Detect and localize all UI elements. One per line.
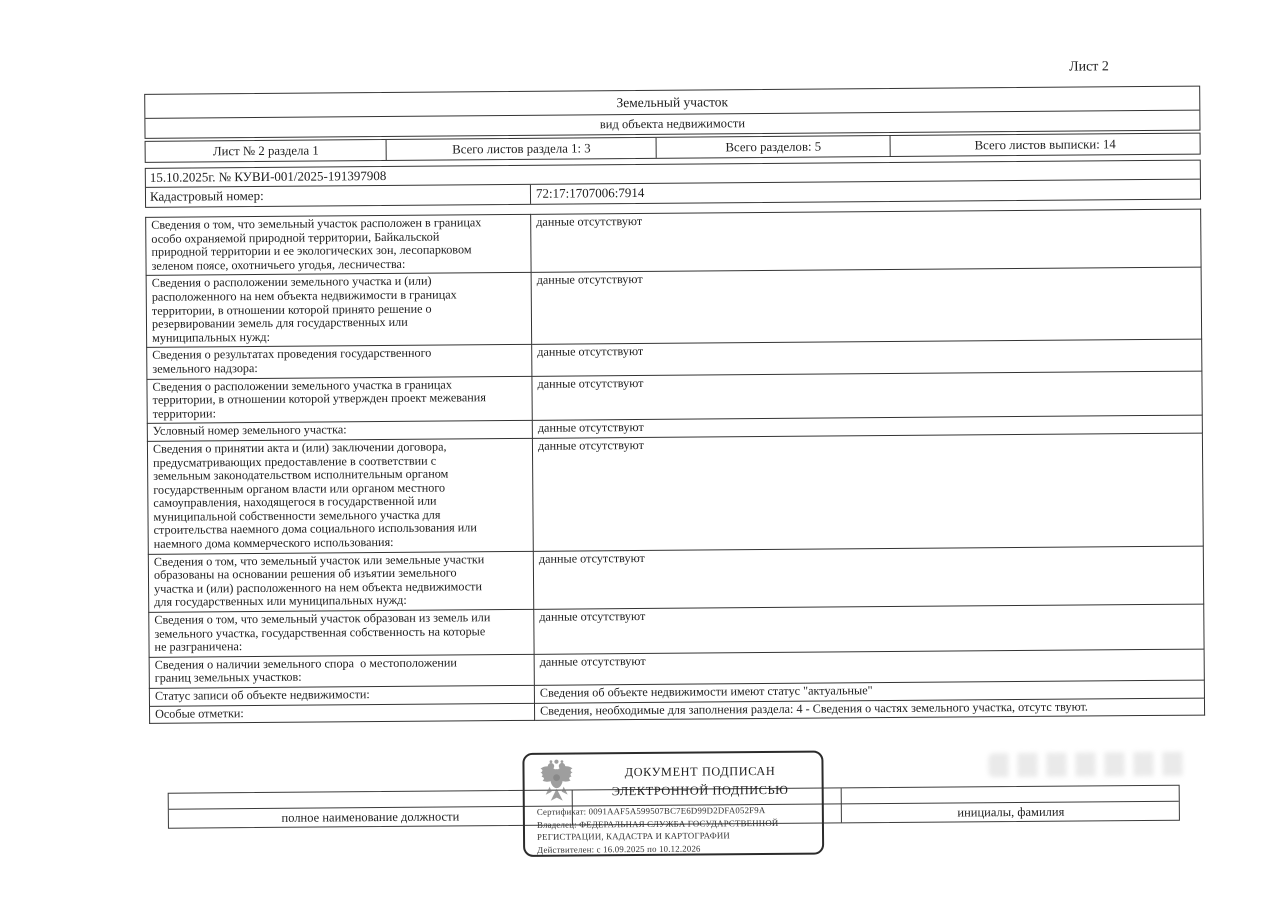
detail-value: данные отсутствуют (532, 339, 1202, 375)
coat-of-arms-icon (537, 759, 575, 803)
detail-value: данные отсутствуют (531, 209, 1201, 273)
detail-value: данные отсутствуют (533, 546, 1203, 610)
detail-label: Сведения о том, что земельный участок расположен в границах особо охраняемой природной территории, Байкальской природной территории и ее экологических зон, лесопарковом зеленом поясе, охотничьего угодья, лесничества: (146, 214, 531, 275)
detail-value: Сведения, необходимые для заполнения раздела: 4 - Сведения о частях земельного участка, отсутс твуют. (534, 698, 1204, 721)
detail-value: данные отсутствуют (534, 649, 1204, 685)
meta-total-extract-sheets: Всего листов выписки: 14 (974, 137, 1116, 153)
detail-label: Сведения о том, что земельный участок образован из земель или земельного участка, государственная собственность на которые не разграничена: (149, 609, 534, 657)
details-table (145, 209, 1205, 724)
detail-label: Статус записи об объекте недвижимости: (149, 685, 534, 706)
detail-label: Условный номер земельного участка: (147, 421, 532, 442)
cadastral-number-value: 72:17:1707006:7914 (535, 184, 645, 201)
detail-value: Сведения об объекте недвижимости имеют статус "актуальные" (534, 680, 1204, 703)
stamp-title-line1: ДОКУМЕНТ ПОДПИСАН (624, 763, 776, 780)
detail-value: данные отсутствуют (534, 604, 1204, 654)
position-name-label: полное наименование должности (281, 809, 460, 825)
electronic-signature-stamp (522, 751, 824, 857)
detail-value: данные отсутствуют (532, 415, 1202, 438)
stamp-owner-line1: Владелец: ФЕДЕРАЛЬНАЯ СЛУЖБА ГОСУДАРСТВЕННОЙ (536, 817, 779, 830)
detail-label: Сведения о результатах проведения государственного земельного надзора: (147, 345, 532, 379)
stamp-owner-line2: РЕГИСТРАЦИИ, КАДАСТРА И КАРТОГРАФИИ (536, 830, 730, 843)
table-row (146, 267, 1202, 347)
meta-sheet-of-section: Лист № 2 раздела 1 (146, 140, 388, 162)
meta-total-section-sheets: Всего листов раздела 1: 3 (387, 138, 657, 160)
faint-watermark (988, 748, 1186, 784)
object-type-value: Земельный участок (145, 87, 1199, 119)
meta-total-sections: Всего разделов: 5 (657, 136, 891, 158)
stamp-certificate: Сертификат: 0091AAF5A599507BC7E6D99D2DFA052F9A (536, 805, 766, 817)
detail-label: Особые отметки: (149, 703, 534, 724)
stamp-validity: Действителен: с 16.09.2025 по 10.12.2026 (537, 843, 701, 855)
cadastral-number-label: Кадастровый номер: (146, 185, 531, 207)
table-row (147, 433, 1203, 554)
detail-value: данные отсутствуют (532, 371, 1202, 421)
extract-meta-box (145, 160, 1201, 208)
sheet-number: Лист 2 (1069, 59, 1109, 75)
object-type-box (144, 86, 1200, 139)
detail-label: Сведения о наличии земельного спора о местоположении границ земельных участков: (149, 654, 534, 688)
detail-label: Сведения о расположении земельного участка в границах территории, в отношении которой утвержден проект межевания территории: (147, 376, 532, 424)
detail-value: данные отсутствуют (531, 267, 1202, 344)
detail-value: данные отсутствуют (532, 433, 1203, 551)
detail-label: Сведения о принятии акта и (или) заключении договора, предусматривающих предоставление в соответствии с земельным законодательством исполнительным органом государственным органом власти или органом местного самоуправления, находящегося в государственной или муниципальной собственности земельного участка для строительства наемного дома социального использования или наемного дома коммерческого использования: (147, 438, 533, 554)
extract-date-number: 15.10.2025г. № КУВИ-001/2025-191397908 (146, 161, 1200, 188)
stamp-title-line2: ЭЛЕКТРОННОЙ ПОДПИСЬЮ (611, 782, 789, 799)
initials-surname-label: инициалы, фамилия (957, 804, 1065, 820)
table-row (148, 546, 1203, 613)
detail-label: Сведения о том, что земельный участок или земельные участки образованы на основании решения об изъятии земельного участка и (или) расположенного на нем объекта недвижимости для государственных или муниципальных нужд: (148, 551, 533, 612)
object-type-caption: вид объекта недвижимости (599, 116, 746, 132)
table-row (146, 209, 1201, 276)
detail-label: Сведения о расположении земельного участка и (или) расположенного на нем объекта недвижимости в границах территории, в отношении которой принято решение о резервировании земель для государственных или муниципальных нужд: (146, 273, 532, 348)
